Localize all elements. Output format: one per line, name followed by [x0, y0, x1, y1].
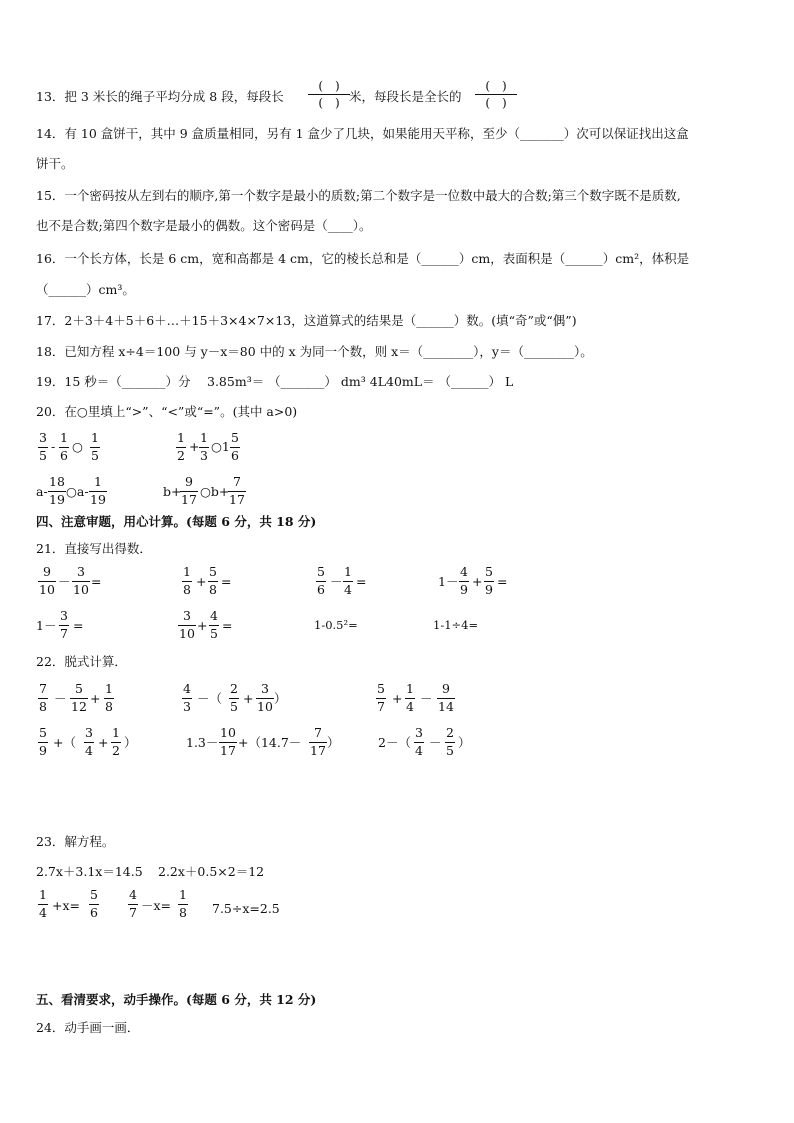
q21-expr-8: 1-1÷4=	[433, 618, 479, 632]
q13-text-b: 米，每段长是全长的	[349, 89, 462, 104]
fraction	[48, 476, 66, 506]
fraction	[230, 432, 240, 462]
fraction	[228, 476, 246, 506]
q13-paren-2: ( )	[308, 94, 350, 109]
denominator: 19	[49, 491, 65, 507]
numerator: 4	[129, 887, 137, 902]
q16-line-2: （______）cm³。	[36, 282, 135, 297]
denominator: 14	[438, 698, 454, 714]
numerator: 9	[441, 681, 450, 696]
fraction	[484, 566, 494, 596]
equals: =	[356, 574, 367, 589]
q13-blank-fraction-2	[475, 80, 517, 109]
prefix: 2－（	[378, 735, 411, 750]
fraction	[38, 727, 48, 757]
denominator: 4	[415, 742, 423, 758]
prefix: 1.3－	[186, 735, 219, 750]
operator: +（14.7－	[238, 735, 302, 750]
numerator: 1	[91, 430, 99, 445]
compare-circle: ○	[72, 439, 83, 454]
numerator: 3	[415, 725, 423, 740]
numerator: 18	[49, 474, 65, 489]
operator: +（	[53, 735, 76, 750]
denominator: 8	[39, 698, 47, 714]
denominator: 8	[105, 698, 113, 714]
operator: -	[51, 439, 56, 454]
denominator: 2	[112, 742, 120, 758]
q13-blank-fraction-1	[308, 80, 350, 109]
fraction	[459, 566, 469, 596]
fraction	[72, 566, 90, 596]
operator: －	[58, 574, 71, 589]
compare-circle: ○a-	[66, 484, 89, 499]
q13-paren-4: ( )	[475, 94, 517, 109]
fraction	[445, 727, 455, 757]
numerator: 10	[220, 725, 236, 740]
q17-text: 17．2＋3＋4＋5＋6＋…＋15＋3×4×7×13，这道算式的结果是（______）数。(填“奇”或“偶”)	[36, 313, 577, 328]
equals: =	[497, 574, 508, 589]
denominator: 5	[91, 447, 99, 463]
numerator: 7	[39, 681, 47, 696]
operator: －	[429, 735, 442, 750]
numerator: 5	[74, 681, 83, 696]
fraction	[38, 566, 56, 596]
operator: +	[197, 618, 208, 633]
operator: －（	[197, 691, 223, 706]
denominator: 5	[230, 698, 238, 714]
numerator: 3	[260, 681, 269, 696]
fraction	[182, 683, 192, 713]
fraction	[178, 610, 196, 640]
fraction	[89, 889, 99, 919]
denominator: 9	[460, 581, 468, 597]
equals: =	[222, 618, 233, 633]
compare-circle: ○b+	[200, 484, 230, 499]
denominator: 4	[344, 581, 352, 597]
q18-text: 18．已知方程 x÷4＝100 与 y－x＝80 中的 x 为同一个数，则 x＝（________），y＝（________）。	[36, 344, 593, 359]
fraction	[199, 432, 209, 462]
numerator: 1	[60, 430, 68, 445]
operator: +	[90, 691, 101, 706]
denominator: 10	[257, 698, 273, 714]
fraction	[309, 727, 327, 757]
fraction	[343, 566, 353, 596]
fraction	[70, 683, 88, 713]
numerator: 1	[112, 725, 120, 740]
operator: －	[420, 691, 433, 706]
operator: －x=	[141, 898, 172, 913]
denominator: 7	[377, 698, 385, 714]
denominator: 6	[317, 581, 325, 597]
q16-line-1: 16．一个长方体，长是 6 cm，宽和高都是 4 cm，它的棱长总和是（______）cm，表面积是（______）cm²，体积是	[36, 251, 690, 266]
operator: +	[189, 439, 200, 454]
fraction	[128, 889, 138, 919]
fraction	[229, 683, 239, 713]
fraction	[38, 432, 48, 462]
denominator: 12	[71, 698, 87, 714]
equals: =	[73, 618, 84, 633]
numerator: 5	[317, 564, 325, 579]
q23-equation-2: 2.2x＋0.5×2＝12	[158, 864, 265, 879]
section-5-heading: 五、看清要求，动手操作。(每题 6 分，共 12 分)	[36, 992, 317, 1007]
denominator: 6	[90, 904, 98, 920]
operator: +	[243, 691, 254, 706]
q23-title: 23．解方程。	[36, 834, 115, 849]
numerator: 3	[39, 430, 47, 445]
denominator: 5	[446, 742, 454, 758]
denominator: 4	[39, 904, 47, 920]
numerator: 2	[230, 681, 238, 696]
fraction	[178, 889, 188, 919]
q19-text: 19．15 秒＝（_______）分 3.85m³＝ （_______） dm³ 4L40mL＝ （______） L	[36, 374, 514, 389]
operator: +	[392, 691, 403, 706]
close-paren: ）	[458, 735, 471, 750]
prefix: 1－	[36, 618, 57, 633]
fraction	[182, 566, 192, 596]
denominator: 4	[85, 742, 93, 758]
close-paren: ）	[124, 735, 137, 750]
operator: +	[196, 574, 207, 589]
denominator: 7	[60, 625, 68, 641]
fraction	[90, 432, 100, 462]
denominator: 9	[39, 742, 47, 758]
q15-line-2: 也不是合数;第四个数字是最小的偶数。这个密码是（____）。	[36, 218, 372, 233]
numerator: 9	[184, 474, 193, 489]
denominator: 4	[406, 698, 414, 714]
fraction	[59, 432, 69, 462]
denominator: 17	[181, 491, 197, 507]
compare-circle: ○1-	[211, 439, 235, 454]
denominator: 17	[310, 742, 326, 758]
numerator: 3	[85, 725, 93, 740]
numerator: 5	[209, 564, 217, 579]
denominator: 10	[179, 625, 195, 641]
numerator: 1	[93, 474, 102, 489]
denominator: 8	[183, 581, 191, 597]
numerator: 4	[460, 564, 468, 579]
fraction	[209, 610, 219, 640]
operator: －	[54, 691, 67, 706]
numerator: 5	[377, 681, 385, 696]
q21-title: 21．直接写出得数．	[36, 541, 152, 556]
fraction	[38, 889, 48, 919]
q13-text-a: 13．把 3 米长的绳子平均分成 8 段，每段长	[36, 89, 284, 104]
denominator: 3	[200, 447, 208, 463]
fraction	[104, 683, 114, 713]
fraction	[316, 566, 326, 596]
fraction	[437, 683, 455, 713]
numerator: 7	[232, 474, 241, 489]
q20-title: 20．在○里填上“>”、“<”或“=”。(其中 a>0)	[36, 404, 298, 419]
q22-title: 22．脱式计算．	[36, 654, 127, 669]
prefix: a-	[36, 484, 48, 499]
close-paren: ）	[274, 691, 287, 706]
equals: =	[91, 574, 102, 589]
fraction	[38, 683, 48, 713]
denominator: 2	[177, 447, 185, 463]
fraction	[59, 610, 69, 640]
q13-paren-1: ( )	[318, 79, 340, 93]
denominator: 6	[231, 447, 239, 463]
numerator: 1	[105, 681, 113, 696]
denominator: 5	[39, 447, 47, 463]
denominator: 9	[485, 581, 493, 597]
q14-line-1: 14．有 10 盒饼干，其中 9 盒质量相同，另有 1 盒少了几块，如果能用天平称，至少（_______）次可以保证找出这盒	[36, 126, 689, 141]
denominator: 17	[229, 491, 245, 507]
numerator: 5	[39, 725, 47, 740]
denominator: 19	[90, 491, 106, 507]
fraction	[89, 476, 107, 506]
denominator: 8	[179, 904, 187, 920]
operator: +x=	[52, 898, 80, 913]
numerator: 1	[177, 430, 185, 445]
q13-paren-3: ( )	[485, 79, 507, 93]
q15-line-1: 15．一个密码按从左到右的顺序,第一个数字是最小的质数;第二个数字是一位数中最大的合数;第三个数字既不是质数,	[36, 188, 681, 203]
numerator: 3	[182, 608, 191, 623]
fraction	[180, 476, 198, 506]
numerator: 9	[42, 564, 51, 579]
q23-equation-1: 2.7x＋3.1x＝14.5	[36, 864, 143, 879]
numerator: 5	[485, 564, 493, 579]
numerator: 4	[210, 608, 218, 623]
fraction	[84, 727, 94, 757]
fraction	[176, 432, 186, 462]
fraction	[111, 727, 121, 757]
fraction	[405, 683, 415, 713]
section-4-heading: 四、注意审题，用心计算。(每题 6 分，共 18 分)	[36, 514, 317, 529]
operator: +	[472, 574, 483, 589]
numerator: 3	[60, 608, 68, 623]
denominator: 5	[210, 625, 218, 641]
q24-title: 24．动手画一画．	[36, 1020, 140, 1035]
numerator: 3	[76, 564, 85, 579]
fraction	[208, 566, 218, 596]
q21-expr-7: 1-0.5²=	[314, 618, 358, 632]
operator: －	[330, 574, 343, 589]
prefix: b+	[163, 484, 182, 499]
equals: =	[221, 574, 232, 589]
fraction	[414, 727, 424, 757]
numerator: 1	[39, 887, 47, 902]
numerator: 1	[200, 430, 208, 445]
denominator: 8	[209, 581, 217, 597]
denominator: 7	[129, 904, 137, 920]
denominator: 10	[39, 581, 55, 597]
numerator: 1	[183, 564, 191, 579]
numerator: 1	[406, 681, 414, 696]
denominator: 6	[60, 447, 68, 463]
operator: +	[98, 735, 109, 750]
prefix: 1－	[438, 574, 459, 589]
fraction	[219, 727, 237, 757]
q14-line-2: 饼干。	[36, 156, 74, 171]
denominator: 17	[220, 742, 236, 758]
numerator: 1	[344, 564, 352, 579]
fraction	[376, 683, 386, 713]
fraction	[256, 683, 274, 713]
numerator: 4	[183, 681, 191, 696]
q23-equation-5: 7.5÷x=2.5	[212, 901, 280, 916]
numerator: 5	[90, 887, 98, 902]
numerator: 7	[313, 725, 322, 740]
numerator: 1	[179, 887, 187, 902]
denominator: 10	[73, 581, 89, 597]
close-paren: ）	[327, 735, 340, 750]
numerator: 2	[446, 725, 454, 740]
denominator: 3	[183, 698, 191, 714]
numerator: 5	[231, 430, 239, 445]
